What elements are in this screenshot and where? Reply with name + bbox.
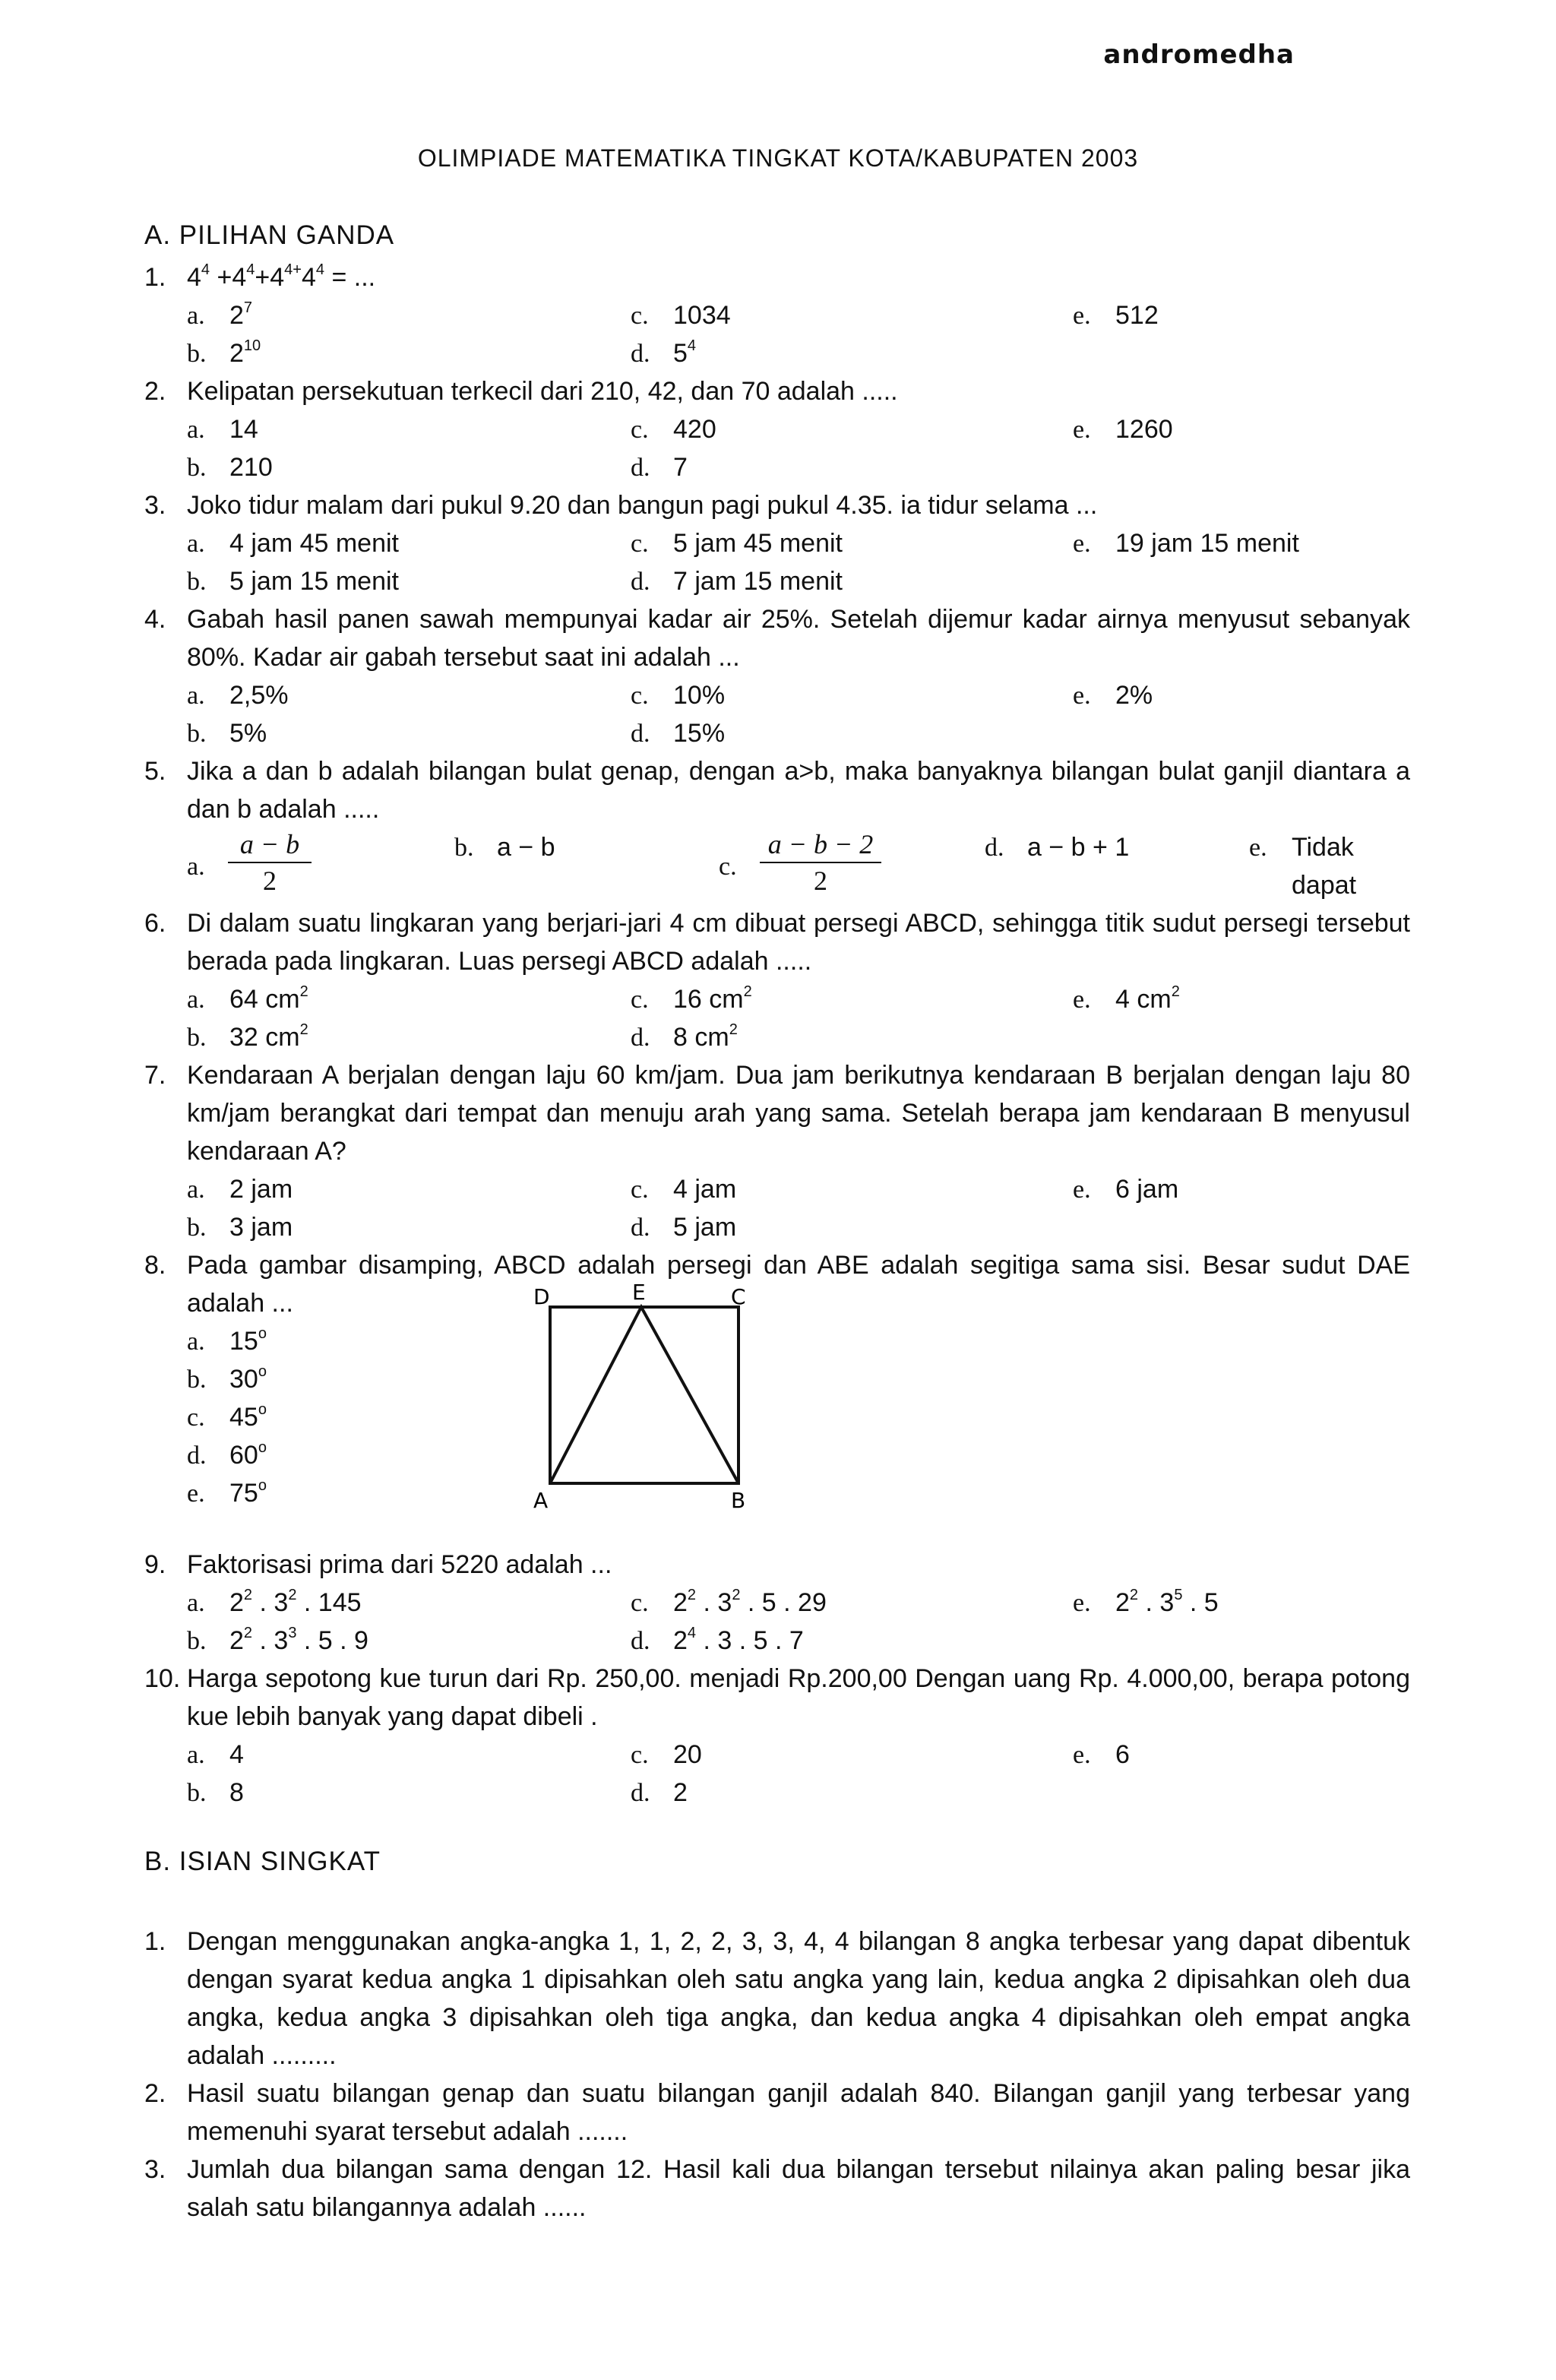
option-b: b. 3 jam bbox=[187, 1213, 293, 1242]
option-a: a. 15$^o$ bbox=[187, 1325, 267, 1356]
option-c-fraction: a − b − 2 2 bbox=[760, 828, 881, 897]
triangle-abe bbox=[550, 1307, 738, 1483]
question-text: Pada gambar disamping, ABCD adalah persegi dan ABE adalah segitiga sama sisi. Besar sudut DAE adalah ... bbox=[187, 1251, 1410, 1318]
option-e: e. $2^2$ . $3^5$ . 5 bbox=[1073, 1586, 1219, 1617]
option-c: c. 420 bbox=[631, 415, 716, 444]
option-a: a. 4 bbox=[187, 1740, 244, 1769]
option-d: d. 5 jam bbox=[631, 1213, 737, 1242]
option-d: d. 15% bbox=[631, 719, 726, 748]
square-triangle-figure bbox=[524, 1281, 767, 1512]
option-c: c. 45$^o$ bbox=[187, 1400, 267, 1432]
question-7 bbox=[144, 1056, 1410, 1170]
option-c-letter: c. bbox=[719, 853, 737, 881]
option-d: d. $2^4$ . 3 . 5 . 7 bbox=[631, 1624, 804, 1655]
question-8 bbox=[144, 1246, 1410, 1322]
question-2 bbox=[144, 372, 1410, 410]
option-b: b. 210 bbox=[187, 453, 273, 482]
short-question-2 bbox=[144, 2075, 1410, 2151]
option-b: b. 5% bbox=[187, 719, 267, 748]
label-d: D bbox=[533, 1284, 550, 1309]
option-a: a. 4 jam 45 menit bbox=[187, 529, 399, 558]
option-e: e. 4 $cm^2$ bbox=[1073, 983, 1180, 1014]
option-d: d. 7 bbox=[631, 453, 688, 482]
option-a-letter: a. bbox=[187, 853, 205, 881]
page-title: OLIMPIADE MATEMATIKA TINGKAT KOTA/KABUPATEN 2003 bbox=[417, 144, 1139, 172]
question-text: Hasil suatu bilangan genap dan suatu bilangan ganjil adalah 840. Bilangan ganjil yang terbesar yang memenuhi syarat tersebut adalah ....... bbox=[187, 2079, 1410, 2146]
option-c: c. 5 jam 45 menit bbox=[631, 529, 843, 558]
option-c: c. 10% bbox=[631, 681, 726, 710]
option-e: e. 512 bbox=[1073, 301, 1159, 330]
question-number: 4. bbox=[144, 605, 166, 634]
option-a: a. $2^2$ . $3^2$ . 145 bbox=[187, 1586, 362, 1617]
option-a: a. 2,5% bbox=[187, 681, 289, 710]
brand-label: andromedha bbox=[1103, 40, 1295, 70]
question-text: $4^4 +4^4+4^{4+}4^4$ = ... bbox=[187, 261, 376, 292]
question-text: Jika a dan b adalah bilangan bulat genap, dengan a>b, maka banyaknya bilangan bulat ganjil diantara a dan b adalah ..... bbox=[187, 757, 1410, 824]
question-4 bbox=[144, 600, 1410, 676]
option-e: e. 6 jam bbox=[1073, 1175, 1179, 1204]
option-e: e. 75$^o$ bbox=[187, 1476, 267, 1508]
label-b: B bbox=[731, 1488, 746, 1512]
option-e: e. Tidak bbox=[1249, 833, 1354, 862]
question-text: Faktorisasi prima dari 5220 adalah ... bbox=[187, 1550, 612, 1579]
option-e: e. 6 bbox=[1073, 1740, 1130, 1769]
question-number: 10. bbox=[144, 1664, 181, 1693]
question-9 bbox=[144, 1546, 1410, 1584]
label-a: A bbox=[533, 1488, 549, 1512]
option-d: d. 7 jam 15 menit bbox=[631, 567, 843, 596]
question-number: 1. bbox=[144, 263, 166, 292]
question-number: 1. bbox=[144, 1927, 166, 1956]
option-d: d. $5^4$ bbox=[631, 337, 697, 368]
question-number: 3. bbox=[144, 491, 166, 520]
option-e: e. 19 jam 15 menit bbox=[1073, 529, 1299, 558]
question-number: 2. bbox=[144, 2079, 166, 2108]
option-e: e. 2% bbox=[1073, 681, 1153, 710]
question-text: Joko tidur malam dari pukul 9.20 dan bangun pagi pukul 4.35. ia tidur selama ... bbox=[187, 491, 1098, 520]
option-b: b. $2^2$ . $3^3$ . 5 . 9 bbox=[187, 1624, 368, 1655]
option-a-fraction: a − b 2 bbox=[228, 828, 312, 897]
square-abcd bbox=[550, 1307, 738, 1483]
section-a-heading: A. PILIHAN GANDA bbox=[144, 220, 395, 250]
question-number: 7. bbox=[144, 1061, 166, 1090]
option-d: d. 8 $cm^2$ bbox=[631, 1021, 738, 1052]
option-c: c. 1034 bbox=[631, 301, 731, 330]
question-text: Di dalam suatu lingkaran yang berjari-jari 4 cm dibuat persegi ABCD, sehingga titik sudut persegi tersebut berada pada lingkaran. Luas persegi ABCD adalah ..... bbox=[187, 909, 1410, 976]
question-3 bbox=[144, 486, 1410, 524]
question-1 bbox=[144, 258, 1410, 296]
question-text: Harga sepotong kue turun dari Rp. 250,00. menjadi Rp.200,00 Dengan uang Rp. 4.000,00, berapa potong kue lebih banyak yang dapat dibeli . bbox=[187, 1664, 1410, 1731]
label-e: E bbox=[632, 1281, 646, 1305]
option-b: b. $2^{10}$ bbox=[187, 337, 261, 368]
option-a: a. $2^7$ bbox=[187, 299, 253, 330]
question-number: 3. bbox=[144, 2155, 166, 2184]
option-e: e. 1260 bbox=[1073, 415, 1173, 444]
question-text: Jumlah dua bilangan sama dengan 12. Hasil kali dua bilangan tersebut nilainya akan paling besar jika salah satu bilangannya adalah ...... bbox=[187, 2155, 1410, 2222]
option-b: b. 8 bbox=[187, 1778, 244, 1807]
option-a: a. 2 jam bbox=[187, 1175, 293, 1204]
option-d: d. a − b + 1 bbox=[985, 833, 1130, 862]
label-c: C bbox=[731, 1284, 746, 1309]
option-c: c. 16 $cm^2$ bbox=[631, 983, 752, 1014]
short-question-3 bbox=[144, 2151, 1410, 2227]
question-10 bbox=[144, 1660, 1410, 1736]
question-5 bbox=[144, 752, 1410, 828]
section-b-heading: B. ISIAN SINGKAT bbox=[144, 1847, 381, 1876]
question-6 bbox=[144, 904, 1410, 980]
option-a: a. 64 $cm^2$ bbox=[187, 983, 308, 1014]
question-text: Kendaraan A berjalan dengan laju 60 km/jam. Dua jam berikutnya kendaraan B berjalan dengan laju 80 km/jam berangkat dari tempat dan menuju arah yang sama. Setelah berapa jam kendaraan B menyusul kendaraan A? bbox=[187, 1061, 1410, 1166]
question-number: 5. bbox=[144, 757, 166, 786]
question-number: 9. bbox=[144, 1550, 166, 1579]
question-text: Kelipatan persekutuan terkecil dari 210, 42, dan 70 adalah ..... bbox=[187, 377, 898, 406]
option-e-cont: dapat bbox=[1292, 871, 1357, 900]
option-b: b. 32 $cm^2$ bbox=[187, 1021, 308, 1052]
question-number: 6. bbox=[144, 909, 166, 938]
option-d: d. 60$^o$ bbox=[187, 1438, 267, 1470]
question-number: 2. bbox=[144, 377, 166, 406]
short-question-1 bbox=[144, 1923, 1410, 2075]
question-text: Dengan menggunakan angka-angka 1, 1, 2, 2, 3, 3, 4, 4 bilangan 8 angka terbesar yang dapat dibentuk dengan syarat kedua angka 1 dipisahkan oleh satu angka yang lain, kedua angka 2 dipisahkan oleh dua angka, kedua angka 3 dipisahkan oleh tiga angka, dan kedua angka 4 dipisahkan oleh empat angka adalah ......... bbox=[187, 1927, 1410, 2070]
question-number: 8. bbox=[144, 1251, 166, 1280]
option-c: c. 4 jam bbox=[631, 1175, 737, 1204]
option-d: d. 2 bbox=[631, 1778, 688, 1807]
option-c: c. 20 bbox=[631, 1740, 702, 1769]
option-c: c. $2^2$ . $3^2$ . 5 . 29 bbox=[631, 1586, 827, 1617]
option-b: b. 30$^o$ bbox=[187, 1362, 267, 1394]
question-text: Gabah hasil panen sawah mempunyai kadar air 25%. Setelah dijemur kadar airnya menyusut sebanyak 80%. Kadar air gabah tersebut saat ini adalah ... bbox=[187, 605, 1410, 672]
option-b: b. a − b bbox=[454, 833, 555, 862]
option-b: b. 5 jam 15 menit bbox=[187, 567, 399, 596]
option-a: a. 14 bbox=[187, 415, 258, 444]
